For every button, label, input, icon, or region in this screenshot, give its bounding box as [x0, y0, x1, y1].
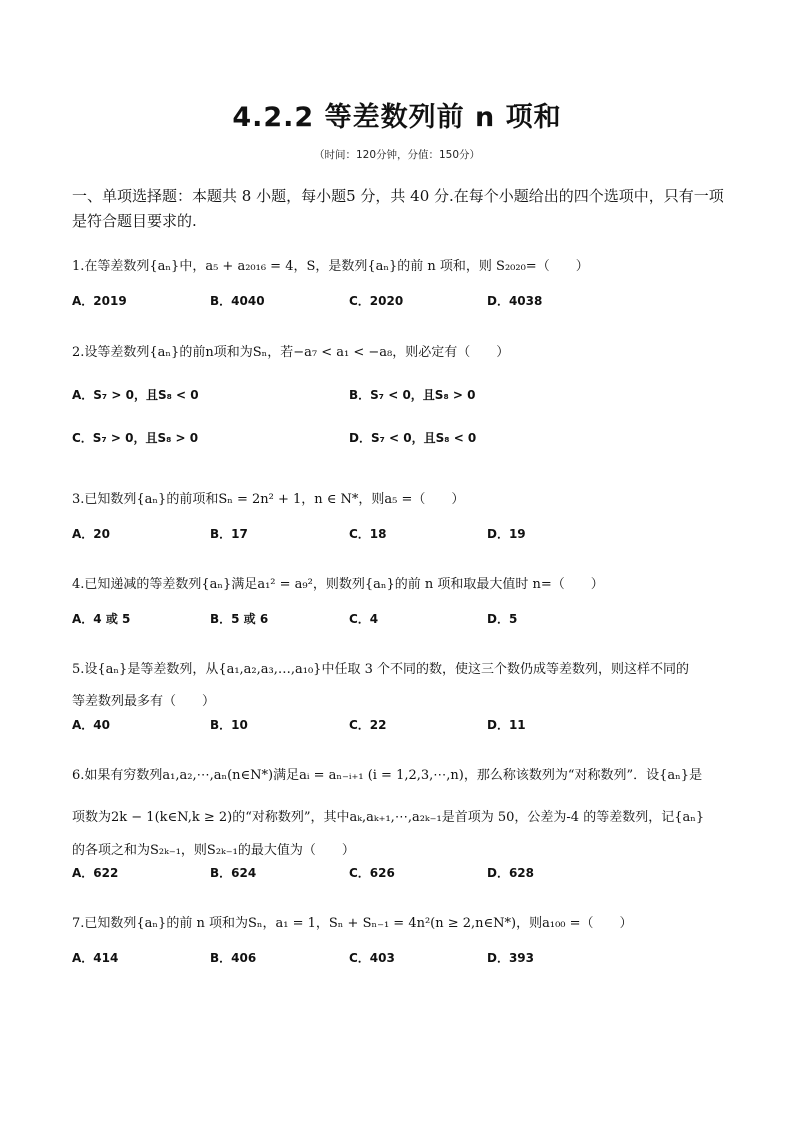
q5-option-d: D．11 — [487, 718, 526, 732]
q6-option-b: B．624 — [210, 866, 257, 880]
q4-option-b: B．5 或 6 — [210, 612, 269, 626]
q1-option-c: C．2020 — [349, 294, 404, 308]
question-6-stem-line-1: 6.如果有穷数列a₁,a₂,⋯,aₙ(n∈N*)满足aᵢ = aₙ₋ᵢ₊₁ (i = 1,2,3,⋯,n)，那么称该数列为“对称数列”．设{aₙ}是 — [72, 768, 703, 783]
question-5-stem-line-1: 5.设{aₙ}是等差数列，从{a₁,a₂,a₃,…,a₁₀}中任取 3 个不同的数，使这三个数仍成等差数列，则这样不同的 — [72, 662, 689, 677]
question-2-options-row2 — [72, 429, 732, 449]
q7-option-c: C．403 — [349, 951, 395, 965]
question-4-options — [72, 610, 732, 630]
question-6-options — [72, 864, 732, 884]
q5-option-b: B．10 — [210, 718, 248, 732]
q3-option-b: B．17 — [210, 527, 248, 541]
q1-option-d: D．4038 — [487, 294, 543, 308]
question-6-stem-line-3: 的各项之和为S₂ₖ₋₁，则S₂ₖ₋₁的最大值为（ ） — [72, 843, 355, 858]
question-5-options — [72, 716, 732, 736]
q5-option-a: A．40 — [72, 718, 110, 732]
page-subtitle: （时间：120分钟，分值：150分） — [313, 149, 481, 161]
question-1-options — [72, 292, 732, 312]
question-7-stem: 7.已知数列{aₙ}的前 n 项和为Sₙ，a₁ = 1，Sₙ + Sₙ₋₁ = 4n²(n ≥ 2,n∈N*)，则a₁₀₀ =（ ） — [72, 916, 633, 931]
question-3-options — [72, 525, 732, 545]
question-4-stem: 4.已知递减的等差数列{aₙ}满足a₁² = a₉²，则数列{aₙ}的前 n 项和取最大值时 n=（ ） — [72, 577, 604, 592]
q6-option-a: A．622 — [72, 866, 119, 880]
q1-option-b: B．4040 — [210, 294, 265, 308]
q5-option-c: C．22 — [349, 718, 387, 732]
q2-option-a: A．S₇ > 0，且S₈ < 0 — [72, 388, 199, 402]
q3-option-a: A．20 — [72, 527, 110, 541]
q3-option-d: D．19 — [487, 527, 526, 541]
question-6-stem-line-2: 项数为2k − 1(k∈N,k ≥ 2)的“对称数列”，其中aₖ,aₖ₊₁,⋯,a₂ₖ₋₁是首项为 50，公差为-4 的等差数列，记{aₙ} — [72, 810, 705, 825]
q6-option-d: D．628 — [487, 866, 535, 880]
question-1-stem: 1.在等差数列{aₙ}中，a₅ + a₂₀₁₆ = 4，S，是数列{aₙ}的前 n 项和，则 S₂₀₂₀=（ ） — [72, 259, 589, 274]
page-title: 4.2.2 等差数列前 n 项和 — [232, 102, 562, 133]
q2-option-d: D．S₇ < 0，且S₈ < 0 — [349, 431, 477, 445]
q4-option-a: A．4 或 5 — [72, 612, 131, 626]
q2-option-c: C．S₇ > 0，且S₈ > 0 — [72, 431, 199, 445]
q1-option-a: A．2019 — [72, 294, 127, 308]
q7-option-d: D．393 — [487, 951, 535, 965]
question-2-stem: 2.设等差数列{aₙ}的前n项和为Sₙ，若−a₇ < a₁ < −a₈，则必定有（ ） — [72, 345, 510, 360]
q4-option-d: D．5 — [487, 612, 518, 626]
q6-option-c: C．626 — [349, 866, 395, 880]
q7-option-a: A．414 — [72, 951, 119, 965]
section-heading: 一、单项选择题：本题共 8 小题，每小题5 分，共 40 分.在每个小题给出的四个选项中，只有一项是符合题目要求的. — [72, 187, 724, 230]
question-2-options-row1 — [72, 386, 732, 406]
q4-option-c: C．4 — [349, 612, 379, 626]
question-3-stem: 3.已知数列{aₙ}的前项和Sₙ = 2n² + 1，n ∈ N*，则a₅ =（ ） — [72, 492, 465, 507]
q2-option-b: B．S₇ < 0，且S₈ > 0 — [349, 388, 476, 402]
q3-option-c: C．18 — [349, 527, 387, 541]
question-5-stem-line-2: 等差数列最多有（ ） — [72, 694, 216, 709]
question-7-options — [72, 949, 732, 969]
q7-option-b: B．406 — [210, 951, 257, 965]
